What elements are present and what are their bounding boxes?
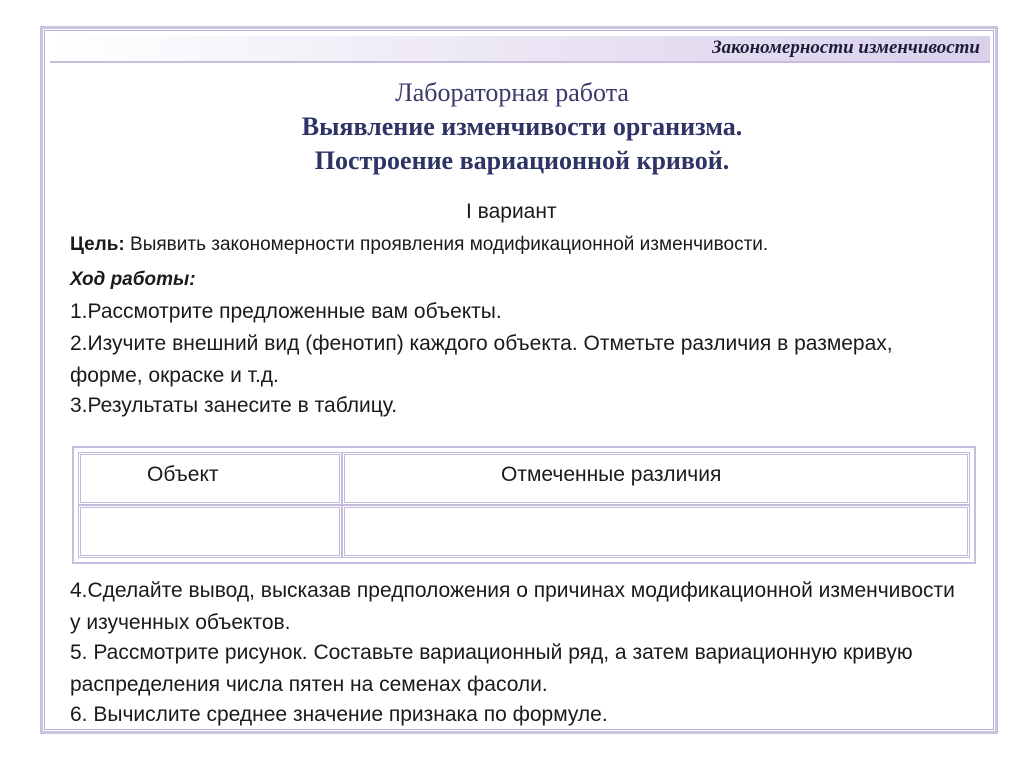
lab-title-line2: Построение вариационной кривой.: [314, 146, 730, 175]
variant-label: I вариант: [466, 200, 557, 223]
table-header-object: [78, 452, 342, 505]
step-3: 3.Результаты занесите в таблицу.: [70, 394, 398, 417]
table-header-differences: [342, 452, 970, 505]
progress-heading: Ход работы:: [70, 269, 196, 290]
step-5: 5. Рассмотрите рисунок. Составьте вариационный ряд, а затем вариационную кривую распределения числа пятен на семенах фасоли.: [70, 641, 913, 696]
goal-text: Выявить закономерности проявления модификационной изменчивости.: [124, 234, 769, 255]
table-cell-differences: [342, 505, 970, 558]
step-2: 2.Изучите внешний вид (фенотип) каждого объекта. Отметьте различия в размерах, форме, окраске и т.д.: [70, 332, 893, 387]
step-4: 4.Сделайте вывод, высказав предположения о причинах модификационной изменчивости у изученных объектов.: [70, 579, 955, 634]
goal: [70, 234, 768, 256]
goal-label: Цель:: [70, 234, 125, 255]
step-1: 1.Рассмотрите предложенные вам объекты.: [70, 300, 502, 323]
table-header-object-label: Объект: [147, 463, 219, 486]
table-header-differences-label: Отмеченные различия: [501, 463, 722, 486]
step-6: 6. Вычислите среднее значение признака по формуле.: [70, 703, 608, 726]
lab-title-line1: Выявление изменчивости организма.: [301, 112, 743, 141]
header-title: Закономерности изменчивости: [712, 37, 980, 58]
lab-label: Лабораторная работа: [395, 78, 629, 107]
results-table: [72, 446, 976, 564]
table-cell-object: [78, 505, 342, 558]
